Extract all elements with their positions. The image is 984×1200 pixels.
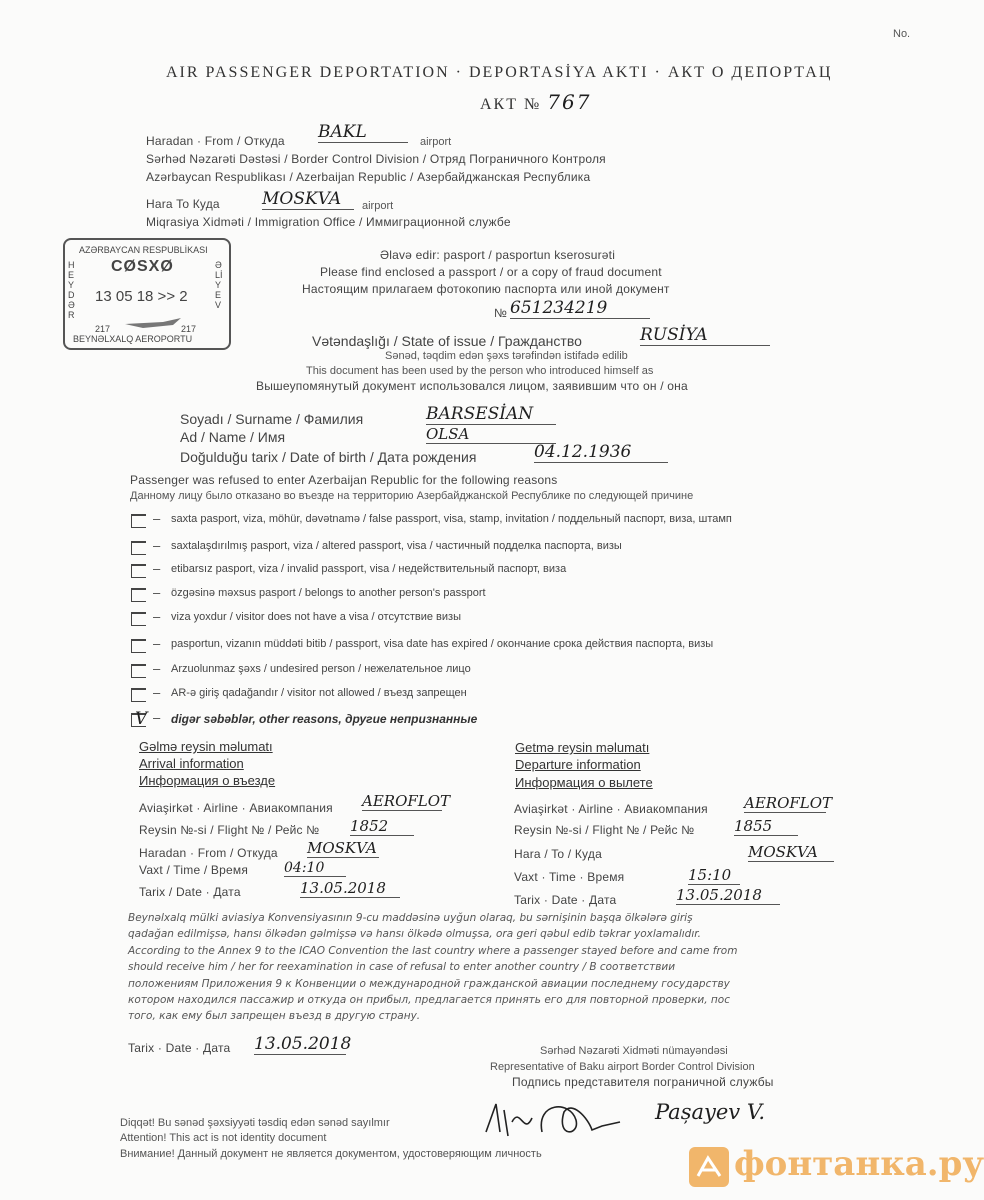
- dob-label: Doğulduğu tarix / Date of birth / Дата рождения: [180, 449, 477, 465]
- representative-az: Sərhəd Nəzarəti Xidməti nümayəndəsi: [540, 1045, 728, 1057]
- dob-value: 04.12.1936: [534, 442, 668, 463]
- arrival-airline-label: Aviaşirkət · Airline · Авиакомпания: [139, 801, 333, 815]
- reason-checkbox[interactable]: [131, 664, 146, 678]
- from-republic-line: Azərbaycan Respublikası / Azerbaijan Republic / Азербайджанская Республика: [146, 170, 591, 184]
- convention-line: According to the Annex 9 to the ICAO Convention the last country where a passenger stayed before and came from: [128, 944, 738, 957]
- arrival-date-label: Tarix / Date · Дата: [139, 885, 241, 899]
- fontanka-logo-icon: [688, 1146, 730, 1188]
- reason-label: etibarsız pasport, viza / invalid passport, visa / недействительный паспорт, виза: [171, 563, 567, 575]
- reason-checkbox[interactable]: [131, 688, 146, 702]
- from-airport-suffix: airport: [420, 136, 452, 148]
- from-division-line: Sərhəd Nəzarəti Dəstəsi / Border Control Division / Отряд Пограничного Контроля: [146, 152, 606, 166]
- reason-checkbox[interactable]: [131, 564, 146, 578]
- refusal-line-en: Passenger was refused to enter Azerbaijan Republic for the following reasons: [130, 473, 558, 487]
- refusal-line-ru: Данному лицу было отказано во въезде на территорию Азербайджанской Республике по следующей причине: [130, 490, 694, 502]
- state-value: RUSİYA: [640, 325, 770, 346]
- used-line-en: This document has been used by the person who introduced himself as: [306, 365, 654, 377]
- note-az: Diqqət! Bu sənəd şəxsiyyəti təsdiq edən sənəd sayılmır: [120, 1117, 390, 1129]
- reason-checkbox[interactable]: [131, 588, 146, 602]
- stamp-num-right: 217: [181, 324, 197, 334]
- stamp-date: 13 05 18 >> 2: [95, 288, 188, 305]
- departure-time: 15:10: [688, 866, 740, 885]
- convention-line: Beynəlxalq mülki aviasiya Konvensiyasının 9-cu maddəsinə uyğun olaraq, bu sərnişinin başqa ölkələrə giriş: [128, 912, 693, 924]
- passport-line-en: Please find enclosed a passport / or a copy of fraud document: [320, 265, 662, 279]
- to-airport-suffix: airport: [362, 200, 394, 212]
- departure-date: 13.05.2018: [676, 886, 780, 905]
- reason-label: saxta pasport, viza, möhür, dəvətnamə / false passport, visa, stamp, invitation / поддельный паспорт, виза, штамп: [171, 513, 732, 525]
- departure-flight: 1855: [734, 817, 798, 836]
- arrival-heading-az: Gəlmə reysin məlumatı: [139, 739, 273, 754]
- surname-label: Soyadı / Surname / Фамилия: [180, 411, 364, 427]
- act-number: 767: [547, 90, 592, 114]
- from-label: Haradan · From / Откуда: [146, 134, 285, 148]
- departure-heading-az: Getmə reysin məlumatı: [515, 740, 650, 755]
- used-line-ru: Вышеупомянутый документ использовался лицом, заявившим что он / она: [256, 379, 688, 393]
- surname-value: BARSESİAN: [426, 404, 556, 425]
- corner-mark: No.: [893, 28, 911, 40]
- arrival-from: MOSKVA: [307, 839, 379, 858]
- stamp-plane-icon: [123, 314, 183, 332]
- passport-line-ru: Настоящим прилагаем фотокопию паспорта или иной документ: [302, 282, 670, 296]
- reason-checkbox[interactable]: [131, 612, 146, 626]
- to-immigration-line: Miqrasiya Xidməti / Immigration Office / Иммиграционной службе: [146, 215, 511, 229]
- departure-airline: AEROFLOT: [744, 794, 833, 812]
- to-value: MOSKVA: [262, 189, 354, 210]
- departure-date-label: Tarix · Date · Дата: [514, 893, 617, 907]
- arrival-heading-en: Arrival information: [139, 756, 244, 771]
- footer-date: 13.05.2018: [254, 1034, 352, 1054]
- representative-en: Representative of Baku airport Border Control Division: [490, 1061, 755, 1073]
- departure-time-label: Vaxt · Time · Время: [514, 870, 625, 884]
- border-stamp: [63, 238, 231, 350]
- convention-line: того, как ему был запрещен въезд в другую страну.: [128, 1010, 421, 1023]
- reason-checkbox[interactable]: [131, 514, 146, 528]
- reason-label: digər səbəblər, other reasons, другие непризнанные: [171, 712, 478, 726]
- reason-label: özgəsinə məxsus pasport / belongs to another person's passport: [171, 587, 486, 599]
- to-label: Hara To Куда: [146, 197, 220, 211]
- convention-line: qadağan edilmişsə, hansı ölkədən gəlmişsə və hansı ölkədə olmuşsa, ora geri qəbul edib təkrar yoxlamalıdır.: [128, 928, 701, 941]
- departure-to-label: Hara / To / Куда: [514, 847, 602, 861]
- arrival-flight: 1852: [350, 817, 414, 836]
- act-number-line: [480, 90, 591, 114]
- signature-name: Pașayev V.: [655, 1100, 766, 1124]
- signature-scribble: [480, 1092, 650, 1148]
- footer-date-label: Tarix · Date · Дата: [128, 1041, 231, 1055]
- convention-line: положениям Приложения 9 к Конвенции о международной гражданской авиации последнему государству: [128, 977, 730, 990]
- convention-paragraph: [128, 910, 737, 1025]
- reason-label: saxtalaşdırılmış pasport, viza / altered passport, visa / частичный подделка паспорта, визы: [171, 540, 622, 552]
- arrival-flight-label: Reysin №-si / Flight № / Рейс №: [139, 823, 320, 837]
- departure-heading-ru: Информация о вылете: [515, 775, 653, 790]
- representative-ru: Подпись представителя пограничной службы: [512, 1075, 774, 1089]
- reason-label: pasportun, vizanın müddəti bitib / passport, visa date has expired / окончание срока действия паспорта, визы: [171, 638, 714, 650]
- stamp-left-vertical: HEYDƏR: [68, 260, 75, 320]
- name-value: OLSA: [426, 425, 556, 444]
- passport-line-az: Əlavə edir: pasport / pasportun kserosurəti: [380, 248, 616, 262]
- stamp-num-left: 217: [95, 324, 111, 334]
- arrival-from-label: Haradan · From / Откуда: [139, 846, 278, 860]
- arrival-time-label: Vaxt / Time / Время: [139, 863, 249, 877]
- reason-checkbox[interactable]: [131, 639, 146, 653]
- stamp-bottom-text: BEYNƏLXALQ AEROPORTU: [73, 334, 193, 344]
- stamp-top-text: AZƏRBAYCAN RESPUBLİKASI: [79, 245, 208, 255]
- stamp-logo: CØSXØ: [111, 258, 174, 275]
- departure-flight-label: Reysin №-si / Flight № / Рейс №: [514, 823, 695, 837]
- note-ru: Внимание! Данный документ не является документом, удостоверяющим личность: [120, 1148, 542, 1160]
- convention-line: котором находился пассажир и откуда он прибыл, предлагается принять его для повторной проверки, пос: [128, 994, 730, 1007]
- arrival-heading-ru: Информация о въезде: [139, 773, 276, 788]
- used-line-az: Sənəd, təqdim edən şəxs tərəfindən istifadə edilib: [385, 350, 628, 362]
- reason-label: AR-ə giriş qadağandır / visitor not allowed / въезд запрещен: [171, 687, 467, 699]
- arrival-time: 04:10: [284, 860, 346, 877]
- departure-heading-en: Departure information: [515, 757, 641, 772]
- note-en: Attention! This act is not identity document: [120, 1132, 327, 1144]
- arrival-date: 13.05.2018: [300, 879, 400, 898]
- convention-line: should receive him / her for reexamination in case of refusal to enter another country / В соответствии: [128, 961, 676, 974]
- passport-number: 651234219: [510, 298, 650, 319]
- departure-airline-label: Aviaşirkət · Airline · Авиакомпания: [514, 802, 708, 816]
- document-title: AIR PASSENGER DEPORTATION · DEPORTASİYA AKTI · АКТ О ДЕПОРТАЦ: [166, 64, 833, 81]
- reason-checkbox[interactable]: [131, 541, 146, 555]
- reason-checkbox[interactable]: V: [131, 713, 146, 727]
- act-prefix: АКТ №: [480, 96, 542, 113]
- arrival-airline: AEROFLOT: [362, 792, 451, 810]
- departure-to: MOSKVA: [748, 843, 834, 862]
- name-label: Ad / Name / Имя: [180, 429, 286, 445]
- from-value: BAKL: [318, 122, 408, 143]
- watermark-text: фонтанка.ру: [734, 1144, 984, 1184]
- state-label: Vətəndaşlığı / State of issue / Гражданство: [312, 333, 582, 349]
- passport-num-prefix: №: [494, 306, 508, 320]
- reason-label: viza yoxdur / visitor does not have a visa / отсутствие визы: [171, 611, 461, 623]
- stamp-right-vertical: ƏLİYEV: [215, 260, 223, 310]
- reason-label: Arzuolunmaz şəxs / undesired person / нежелательное лицо: [171, 663, 471, 675]
